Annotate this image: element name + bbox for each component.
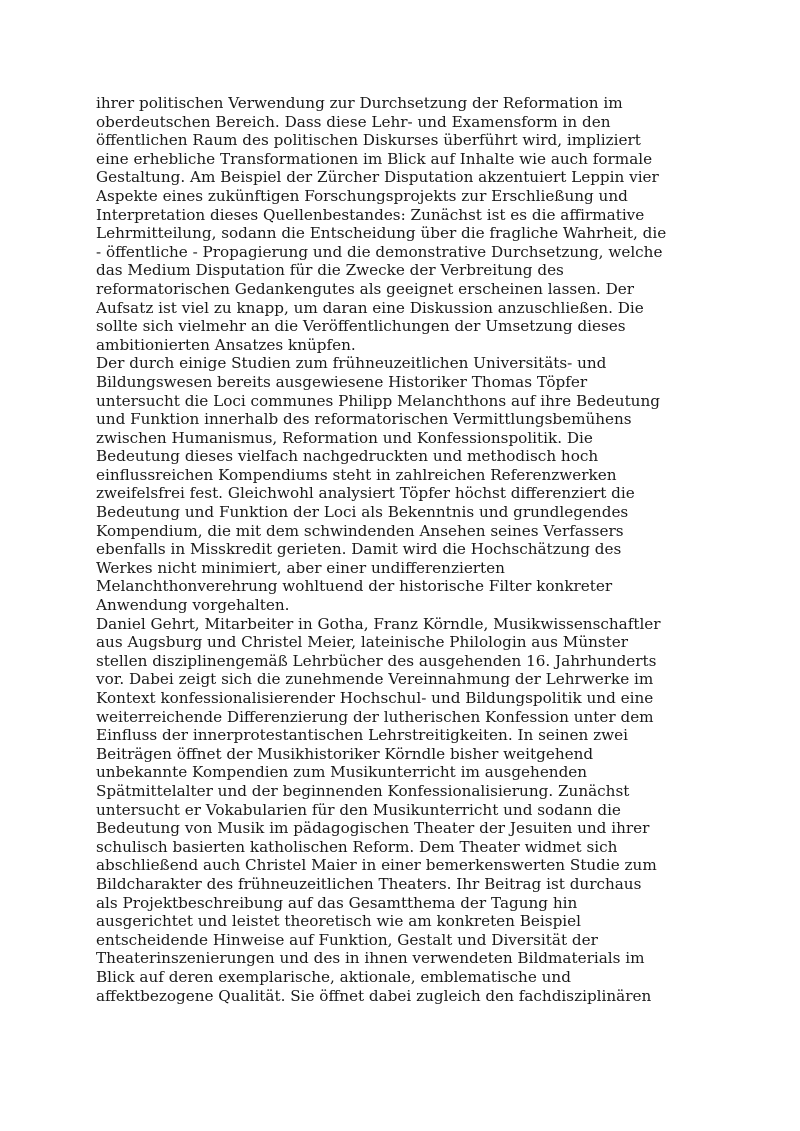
text-line: Beiträgen öffnet der Musikhistoriker Körndle bisher weitgehend — [96, 744, 594, 763]
text-line: Melanchthonverehrung wohltuend der historische Filter konkreter — [96, 577, 613, 596]
paragraph-lehrbuecher — [96, 615, 708, 1005]
text-line: und Funktion innerhalb des reformatorischen Vermittlungsbemühens — [96, 410, 632, 429]
text-line: Kompendium, die mit dem schwindenden Ansehen seines Verfassers — [96, 521, 624, 540]
text-line: Daniel Gehrt, Mitarbeiter in Gotha, Franz Körndle, Musikwissenschaftler — [96, 614, 661, 633]
text-line: Lehrmitteilung, sodann die Entscheidung über die fragliche Wahrheit, die — [96, 224, 667, 243]
text-line: Aspekte eines zukünftigen Forschungsprojekts zur Erschließung und — [96, 186, 628, 205]
text-line: Bildcharakter des frühneuzeitlichen Theaters. Ihr Beitrag ist durchaus — [96, 874, 642, 893]
text-line: Aufsatz ist viel zu knapp, um daran eine Diskussion anzuschließen. Die — [96, 298, 644, 317]
text-line: abschließend auch Christel Maier in einer bemerkenswerten Studie zum — [96, 856, 657, 875]
text-line: schulisch basierten katholischen Reform. Dem Theater widmet sich — [96, 837, 618, 856]
text-line: ambitionierten Ansatzes knüpfen. — [96, 335, 356, 354]
text-line: Bedeutung von Musik im pädagogischen Theater der Jesuiten und ihrer — [96, 819, 650, 838]
document-page — [96, 94, 708, 1005]
text-line: Kontext konfessionalisierender Hochschul- und Bildungspolitik und eine — [96, 689, 654, 707]
text-line: sollte sich vielmehr an die Veröffentlichungen der Umsetzung dieses — [96, 317, 626, 336]
text-line: Interpretation dieses Quellenbestandes: Zunächst ist es die affirmative — [96, 205, 645, 224]
text-line: einflussreichen Kompendiums steht in zahlreichen Referenzwerken — [96, 465, 617, 484]
text-line: Theaterinszenierungen und des in ihnen verwendeten Bildmaterials im — [96, 949, 645, 968]
text-line: Der durch einige Studien zum frühneuzeitlichen Universitäts- und — [96, 354, 607, 373]
text-line: ebenfalls in Misskredit gerieten. Damit wird die Hochschätzung des — [96, 540, 622, 559]
text-line: affektbezogene Qualität. Sie öffnet dabei zugleich den fachdisziplinären — [96, 986, 652, 1005]
text-line: als Projektbeschreibung auf das Gesamtthema der Tagung hin — [96, 893, 578, 912]
text-line: untersucht er Vokabularien für den Musikunterricht und sodann die — [96, 800, 621, 819]
text-line: zwischen Humanismus, Reformation und Konfessionspolitik. Die — [96, 428, 593, 447]
text-line: - öffentliche - Propagierung und die demonstrative Durchsetzung, welche — [96, 242, 663, 261]
text-line: öffentlichen Raum des politischen Diskurses überführt wird, impliziert — [96, 131, 641, 150]
text-line: Bedeutung und Funktion der Loci als Bekenntnis und grundlegendes — [96, 503, 629, 522]
text-line: ihrer politischen Verwendung zur Durchsetzung der Reformation im — [96, 94, 623, 112]
text-line: reformatorischen Gedankengutes als geeignet erscheinen lassen. Der — [96, 279, 635, 298]
paragraph-disputation — [96, 94, 708, 354]
text-line: Einfluss der innerprotestantischen Lehrstreitigkeiten. In seinen zwei — [96, 726, 628, 745]
text-line: untersucht die Loci communes Philipp Melanchthons auf ihre Bedeutung — [96, 391, 660, 410]
text-line: zweifelsfrei fest. Gleichwohl analysiert Töpfer höchst differenziert die — [96, 484, 635, 503]
text-line: Werkes nicht minimiert, aber einer undifferenzierten — [96, 558, 505, 577]
text-line: eine erhebliche Transformationen im Blick auf Inhalte wie auch formale — [96, 149, 653, 168]
text-line: stellen disziplinengemäß Lehrbücher des ausgehenden 16. Jahrhunderts — [96, 651, 657, 670]
text-line: das Medium Disputation für die Zwecke der Verbreitung des — [96, 261, 564, 280]
text-line: aus Augsburg und Christel Meier, lateinische Philologin aus Münster — [96, 633, 629, 652]
text-line: Blick auf deren exemplarische, aktionale, emblematische und — [96, 967, 571, 986]
text-line: ausgerichtet und leistet theoretisch wie am konkreten Beispiel — [96, 912, 581, 931]
text-line: Bedeutung dieses vielfach nachgedruckten und methodisch hoch — [96, 447, 599, 466]
text-line: vor. Dabei zeigt sich die zunehmende Vereinnahmung der Lehrwerke im — [96, 670, 654, 689]
text-line: Gestaltung. Am Beispiel der Zürcher Disputation akzentuiert Leppin vier — [96, 168, 659, 187]
paragraph-loci-communes — [96, 354, 708, 614]
text-line: entscheidende Hinweise auf Funktion, Gestalt und Diversität der — [96, 930, 598, 949]
text-line: weiterreichende Differenzierung der lutherischen Konfession unter dem — [96, 707, 654, 726]
text-line: oberdeutschen Bereich. Dass diese Lehr- und Examensform in den — [96, 112, 611, 131]
text-line: unbekannte Kompendien zum Musikunterricht im ausgehenden — [96, 763, 588, 782]
text-line: Spätmittelalter und der beginnenden Konfessionalisierung. Zunächst — [96, 781, 630, 800]
text-line: Anwendung vorgehalten. — [96, 596, 290, 615]
text-line: Bildungswesen bereits ausgewiesene Historiker Thomas Töpfer — [96, 372, 588, 391]
